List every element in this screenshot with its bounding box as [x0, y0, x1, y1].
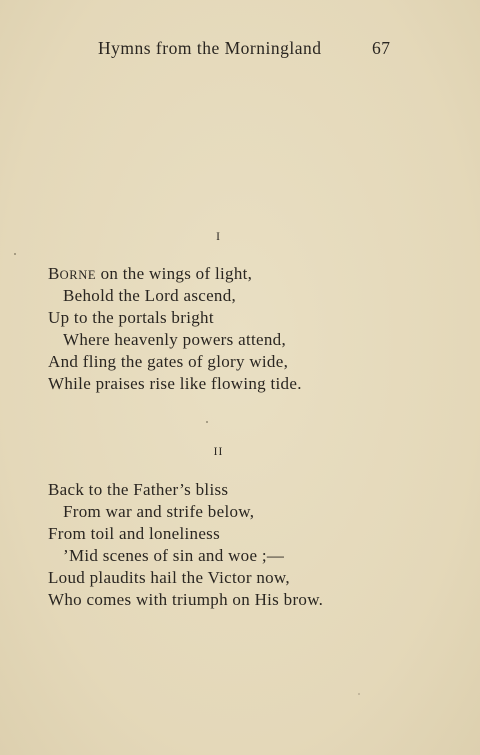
stanza-1: [48, 263, 302, 395]
verse-line: While praises rise like flowing tide.: [48, 374, 302, 393]
verse-line: Who comes with triumph on His brow.: [48, 590, 324, 609]
verse-line: From toil and loneliness: [48, 524, 220, 543]
section-numeral-2: II: [213, 446, 224, 458]
verse-line: Loud plaudits hail the Victor now,: [48, 568, 290, 587]
verse-line: Where heavenly powers attend,: [63, 330, 286, 349]
stanza-2: [48, 479, 323, 611]
section-numeral-1: I: [216, 231, 221, 243]
paper-speck: [358, 693, 360, 695]
paper-speck: [14, 253, 16, 255]
running-title: Hymns from the Morningland: [98, 38, 322, 58]
verse-line: From war and strife below,: [63, 502, 255, 521]
verse-line: Up to the portals bright: [48, 308, 214, 327]
verse-line: [48, 263, 302, 285]
verse-line: ’Mid scenes of sin and woe ;—: [63, 546, 285, 565]
small-caps-word: ORNE: [59, 268, 97, 282]
drop-initial: B: [48, 264, 60, 283]
verse-text: on the wings of light,: [96, 264, 253, 283]
verse-line: Back to the Father’s bliss: [48, 480, 229, 499]
page-number: 67: [372, 38, 391, 58]
running-head: [0, 38, 480, 62]
paper-speck: [206, 421, 208, 423]
verse-line: And fling the gates of glory wide,: [48, 352, 289, 371]
verse-line: Behold the Lord ascend,: [63, 286, 237, 305]
